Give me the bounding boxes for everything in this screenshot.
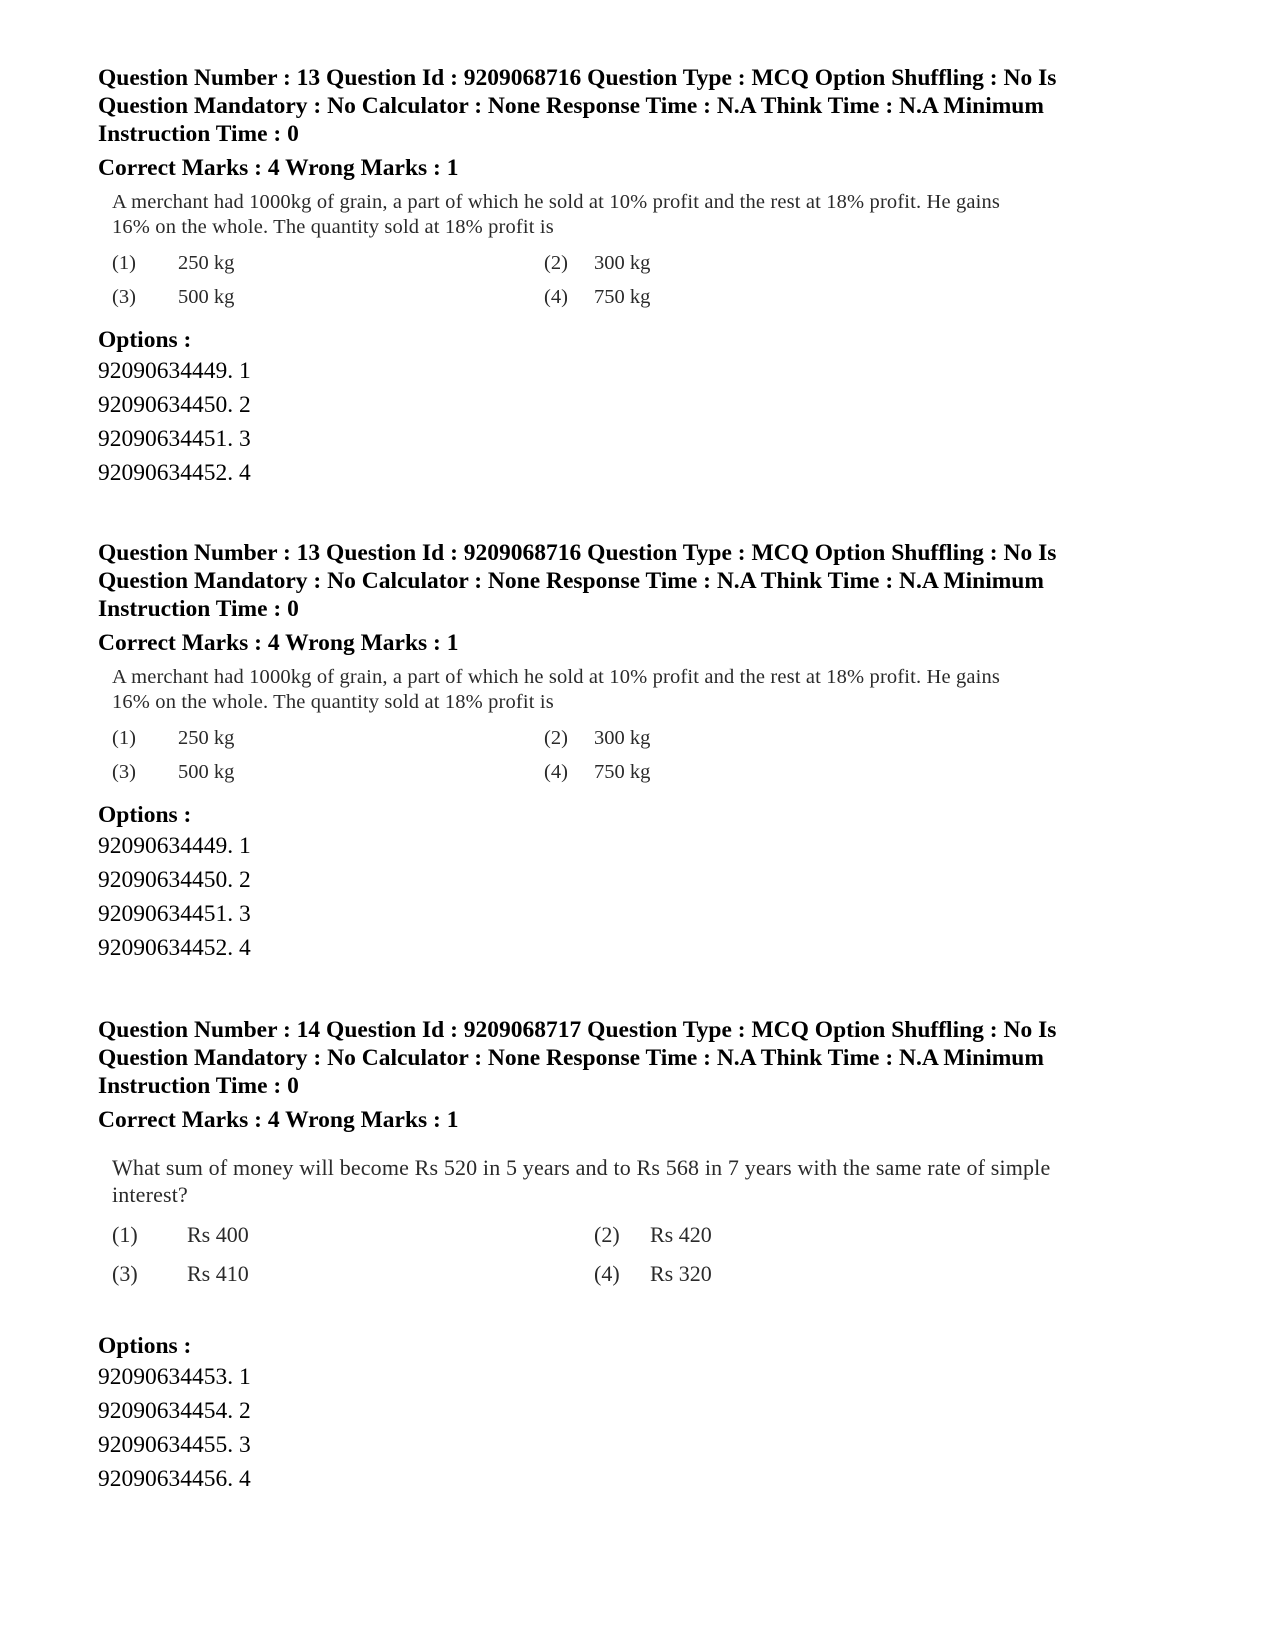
choice-label: 300 kg xyxy=(594,252,651,274)
choice-4 xyxy=(594,1261,712,1287)
question-block xyxy=(98,539,1128,965)
answer-choices xyxy=(112,252,1012,322)
choice-label: Rs 400 xyxy=(187,1222,249,1247)
question-block xyxy=(98,1016,1128,1496)
choice-label: Rs 320 xyxy=(650,1261,712,1286)
choice-1 xyxy=(112,252,234,275)
choice-label: 500 kg xyxy=(178,761,235,783)
choice-label: 250 kg xyxy=(178,727,235,749)
question-image xyxy=(112,190,1012,322)
option-line: 92090634449. 1 xyxy=(98,833,251,859)
option-line: 92090634456. 4 xyxy=(98,1466,251,1492)
option-line: 92090634455. 3 xyxy=(98,1432,251,1458)
choice-label: Rs 420 xyxy=(650,1222,712,1247)
question-text: What sum of money will become Rs 520 in 5 years and to Rs 568 in 7 years with the same rate of simple interest? xyxy=(112,1155,1051,1207)
options-label: Options : xyxy=(98,802,192,828)
choice-number: (1) xyxy=(112,727,136,749)
choice-number: (3) xyxy=(112,761,136,783)
choice-2 xyxy=(594,1222,712,1248)
question-header: Question Number : 13 Question Id : 9209068716 Question Type : MCQ Option Shuffling : No Is Question Mandatory : No Calculator : None Response Time : N.A Think Time : N.A Minimum Instruction Time : 0 xyxy=(98,540,1057,622)
choice-number: (4) xyxy=(544,761,568,783)
choice-3 xyxy=(112,761,234,784)
choice-label: 500 kg xyxy=(178,286,235,308)
question-text: A merchant had 1000kg of grain, a part of which he sold at 10% profit and the rest at 18% profit. He gains 16% on the whole. The quantity sold at 18% profit is xyxy=(112,191,1001,238)
choice-number: (2) xyxy=(544,252,568,274)
choice-4 xyxy=(544,761,650,784)
question-header: Question Number : 13 Question Id : 9209068716 Question Type : MCQ Option Shuffling : No Is Question Mandatory : No Calculator : None Response Time : N.A Think Time : N.A Minimum Instruction Time : 0 xyxy=(98,65,1057,147)
question-marks: Correct Marks : 4 Wrong Marks : 1 xyxy=(98,630,459,656)
choice-number: (2) xyxy=(544,727,568,749)
question-marks: Correct Marks : 4 Wrong Marks : 1 xyxy=(98,155,459,181)
question-image xyxy=(112,665,1012,797)
choice-label: 250 kg xyxy=(178,252,235,274)
choice-number: (1) xyxy=(112,1222,138,1247)
question-marks: Correct Marks : 4 Wrong Marks : 1 xyxy=(98,1107,459,1133)
choice-label: 750 kg xyxy=(594,761,651,783)
option-line: 92090634450. 2 xyxy=(98,392,251,418)
choice-1 xyxy=(112,727,234,750)
choice-3 xyxy=(112,286,234,309)
question-header: Question Number : 14 Question Id : 9209068717 Question Type : MCQ Option Shuffling : No Is Question Mandatory : No Calculator : None Response Time : N.A Think Time : N.A Minimum Instruction Time : 0 xyxy=(98,1017,1057,1099)
choice-4 xyxy=(544,286,650,309)
choice-1 xyxy=(112,1222,249,1248)
choice-number: (4) xyxy=(594,1261,620,1286)
answer-choices xyxy=(112,727,1012,797)
choice-number: (3) xyxy=(112,1261,138,1286)
options-label: Options : xyxy=(98,1333,192,1359)
option-line: 92090634453. 1 xyxy=(98,1364,251,1390)
options-label: Options : xyxy=(98,327,192,353)
question-text: A merchant had 1000kg of grain, a part of which he sold at 10% profit and the rest at 18% profit. He gains 16% on the whole. The quantity sold at 18% profit is xyxy=(112,666,1001,713)
option-line: 92090634454. 2 xyxy=(98,1398,251,1424)
choice-2 xyxy=(544,727,650,750)
option-line: 92090634451. 3 xyxy=(98,901,251,927)
choice-label: 750 kg xyxy=(594,286,651,308)
option-line: 92090634452. 4 xyxy=(98,460,251,486)
option-line: 92090634450. 2 xyxy=(98,867,251,893)
choice-label: 300 kg xyxy=(594,727,651,749)
answer-choices xyxy=(112,1222,1112,1332)
choice-number: (4) xyxy=(544,286,568,308)
question-image xyxy=(112,1154,1112,1332)
option-line: 92090634451. 3 xyxy=(98,426,251,452)
choice-number: (1) xyxy=(112,252,136,274)
option-line: 92090634452. 4 xyxy=(98,935,251,961)
choice-number: (2) xyxy=(594,1222,620,1247)
choice-3 xyxy=(112,1261,249,1287)
option-line: 92090634449. 1 xyxy=(98,358,251,384)
choice-2 xyxy=(544,252,650,275)
choice-number: (3) xyxy=(112,286,136,308)
choice-label: Rs 410 xyxy=(187,1261,249,1286)
question-block xyxy=(98,64,1128,490)
